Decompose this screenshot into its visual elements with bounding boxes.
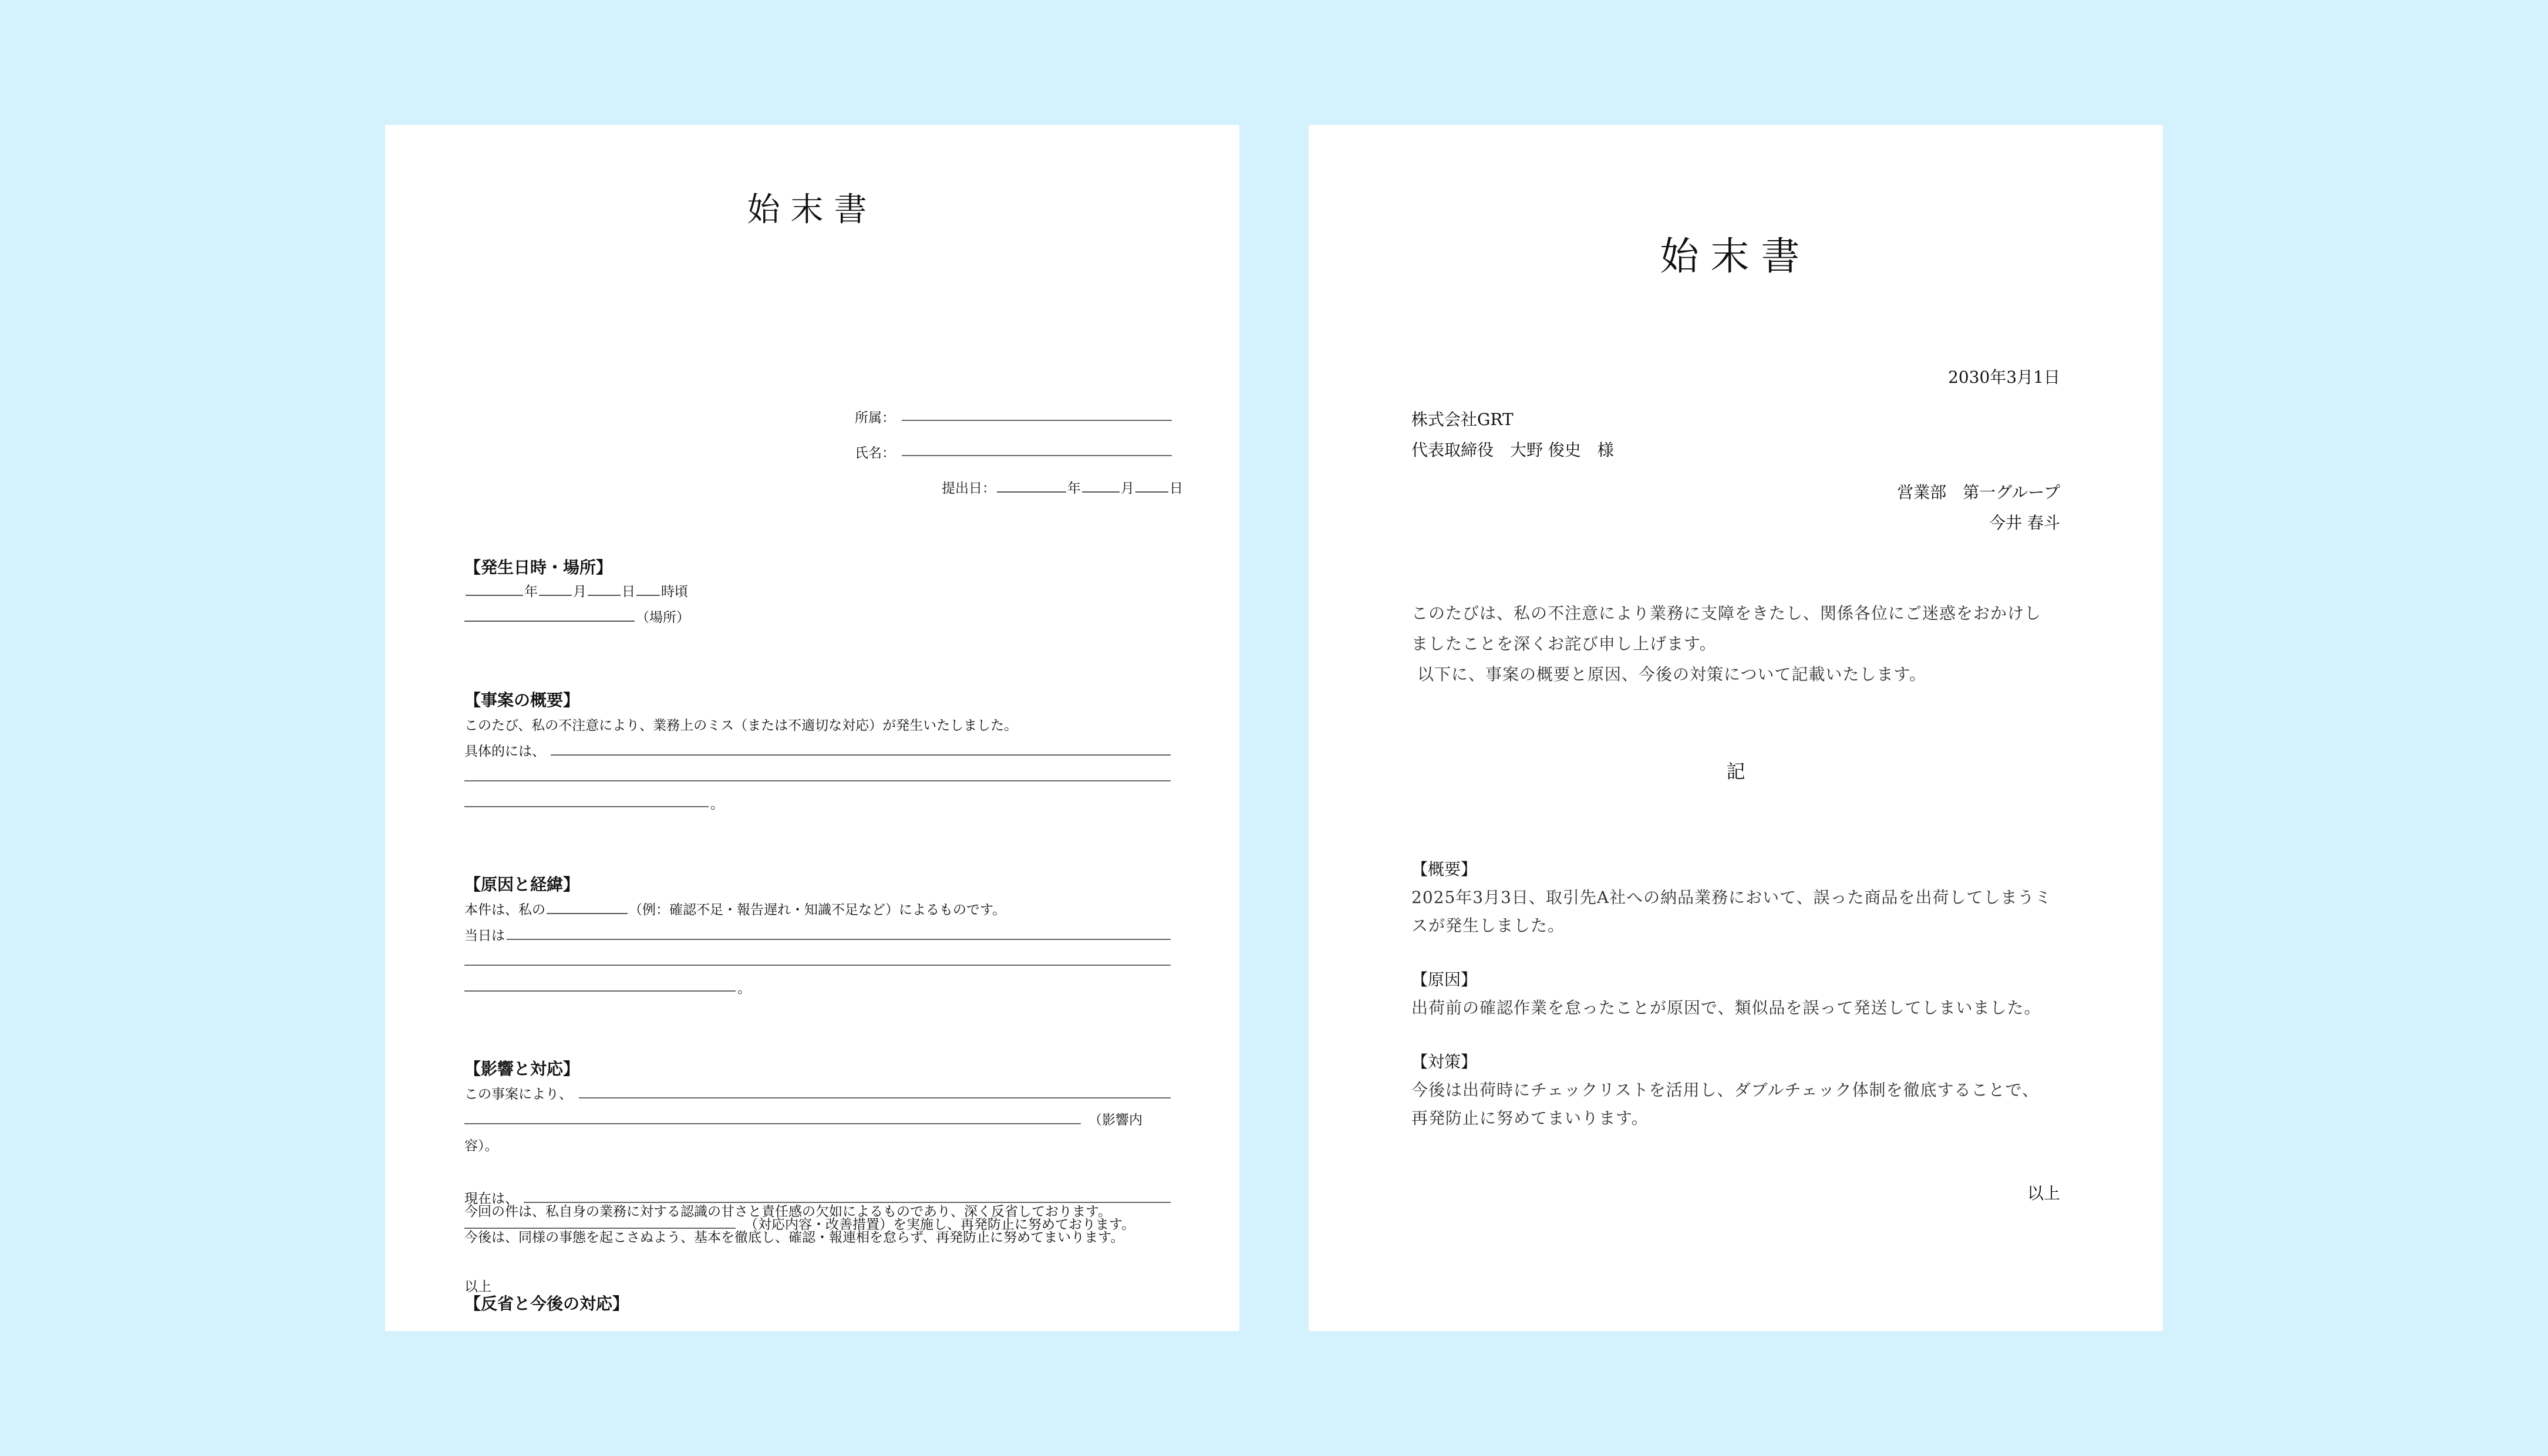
- place-row: [464, 606, 690, 626]
- affiliation-line: [902, 420, 1172, 421]
- overview-line-1: [551, 754, 1171, 756]
- measure-heading: 【対策】: [1411, 1052, 1478, 1071]
- reflection-line-1: 今回の件は、私自身の業務に対する認識の甘さと責任感の欠如によるものであり、深く反省しております。: [464, 1204, 1112, 1219]
- cause-line-1: [507, 939, 1171, 940]
- document-date: 2030年3月1日: [1948, 368, 2060, 387]
- place-label: （場所）: [636, 610, 690, 625]
- name-label: 氏名：: [855, 446, 895, 461]
- section-heading: 【反省と今後の対応】: [464, 1294, 629, 1313]
- template-title: 始末書: [747, 191, 878, 229]
- measure-line-2: 再発防止に努めてまいります。: [1411, 1108, 1649, 1128]
- closing-text: 以上: [464, 1279, 491, 1295]
- ki-mark: 記: [1726, 760, 1745, 783]
- affiliation-label: 所属：: [855, 410, 895, 426]
- measure-line-1: 今後は出荷時にチェックリストを活用し、ダブルチェック体制を徹底することで、: [1411, 1080, 2040, 1100]
- day-label: 日: [622, 584, 635, 599]
- cause-line-2: [464, 965, 1171, 966]
- day-detail-label: 当日は: [464, 928, 505, 943]
- year-label: 年: [524, 584, 538, 599]
- intro-line-3: 以下に、事案の概要と原因、今後の対策について記載いたします。: [1417, 665, 1927, 684]
- overview-line-3: [464, 806, 709, 807]
- current-end-text: （対応内容・改善措置）を実施し、再発防止に努めております。: [744, 1217, 1135, 1232]
- overview-detail-label: 具体的には、: [464, 744, 545, 759]
- section-heading: 【影響と対応】: [464, 1059, 580, 1078]
- sender-department: 営業部 第一グループ: [1897, 483, 2060, 502]
- closing-text: 以上: [2027, 1184, 2060, 1203]
- section-heading: 【原因と経緯】: [464, 875, 580, 894]
- hour-label: 時頃: [661, 584, 688, 599]
- section-heading: 【事案の概要】: [464, 690, 580, 710]
- submit-date-row: [942, 477, 1183, 497]
- submit-date-label: 提出日：: [942, 481, 996, 496]
- example-sheet: [1309, 125, 2163, 1331]
- section-heading: 【発生日時・場所】: [464, 558, 613, 577]
- datetime-row: [464, 581, 688, 600]
- impact-line-2: [464, 1123, 1081, 1124]
- period-mark: 。: [737, 981, 751, 996]
- month-label: 月: [573, 584, 587, 599]
- overview-line-2: [464, 780, 1171, 781]
- overview-line: このたび、私の不注意により、業務上のミス（または不適切な対応）が発生いたしました。: [464, 718, 1018, 733]
- impact-label: この事案により、: [464, 1087, 572, 1102]
- impact-end-text: （影響内: [1088, 1113, 1142, 1128]
- cause-heading: 【原因】: [1411, 970, 1478, 989]
- cause-text-b: （例：確認不足・報告遅れ・知識不足など）によるものです。: [629, 902, 1006, 918]
- name-line: [902, 455, 1172, 456]
- recipient-company: 株式会社GRT: [1411, 410, 1514, 429]
- cause-line: [464, 899, 1006, 918]
- recipient-name: 代表取締役 大野 俊史 様: [1411, 440, 1614, 460]
- cause-text-a: 本件は、私の: [464, 902, 545, 918]
- summary-line-1: 2025年3月3日、取引先A社への納品業務において、誤った商品を出荷してしまうミ: [1411, 888, 2052, 907]
- intro-line-1: このたびは、私の不注意により業務に支障をきたし、関係各位にご迷惑をおかけし: [1411, 604, 2042, 623]
- month-label: 月: [1121, 481, 1134, 496]
- template-sheet: [385, 125, 1239, 1331]
- year-label: 年: [1067, 481, 1081, 496]
- cause-line-3: [464, 990, 736, 992]
- cause-line: 出荷前の確認作業を怠ったことが原因で、類似品を誤って発送してしまいました。: [1411, 998, 2041, 1017]
- example-title: 始末書: [1660, 234, 1812, 279]
- intro-line-2: ましたことを深くお詫び申し上げます。: [1411, 634, 1717, 653]
- current-label: 現在は、: [464, 1191, 518, 1206]
- impact-line-1: [579, 1097, 1171, 1098]
- period-mark: 。: [710, 797, 724, 812]
- summary-line-2: スが発生しました。: [1411, 916, 1565, 935]
- reflection-line-2: 今後は、同様の事態を起こさぬよう、基本を徹底し、確認・報連相を怠らず、再発防止に努めてまいります。: [464, 1230, 1124, 1245]
- summary-heading: 【概要】: [1411, 860, 1478, 879]
- impact-end-text-2: 容）。: [464, 1138, 498, 1154]
- sender-name: 今井 春斗: [1989, 513, 2060, 532]
- day-label: 日: [1169, 481, 1183, 496]
